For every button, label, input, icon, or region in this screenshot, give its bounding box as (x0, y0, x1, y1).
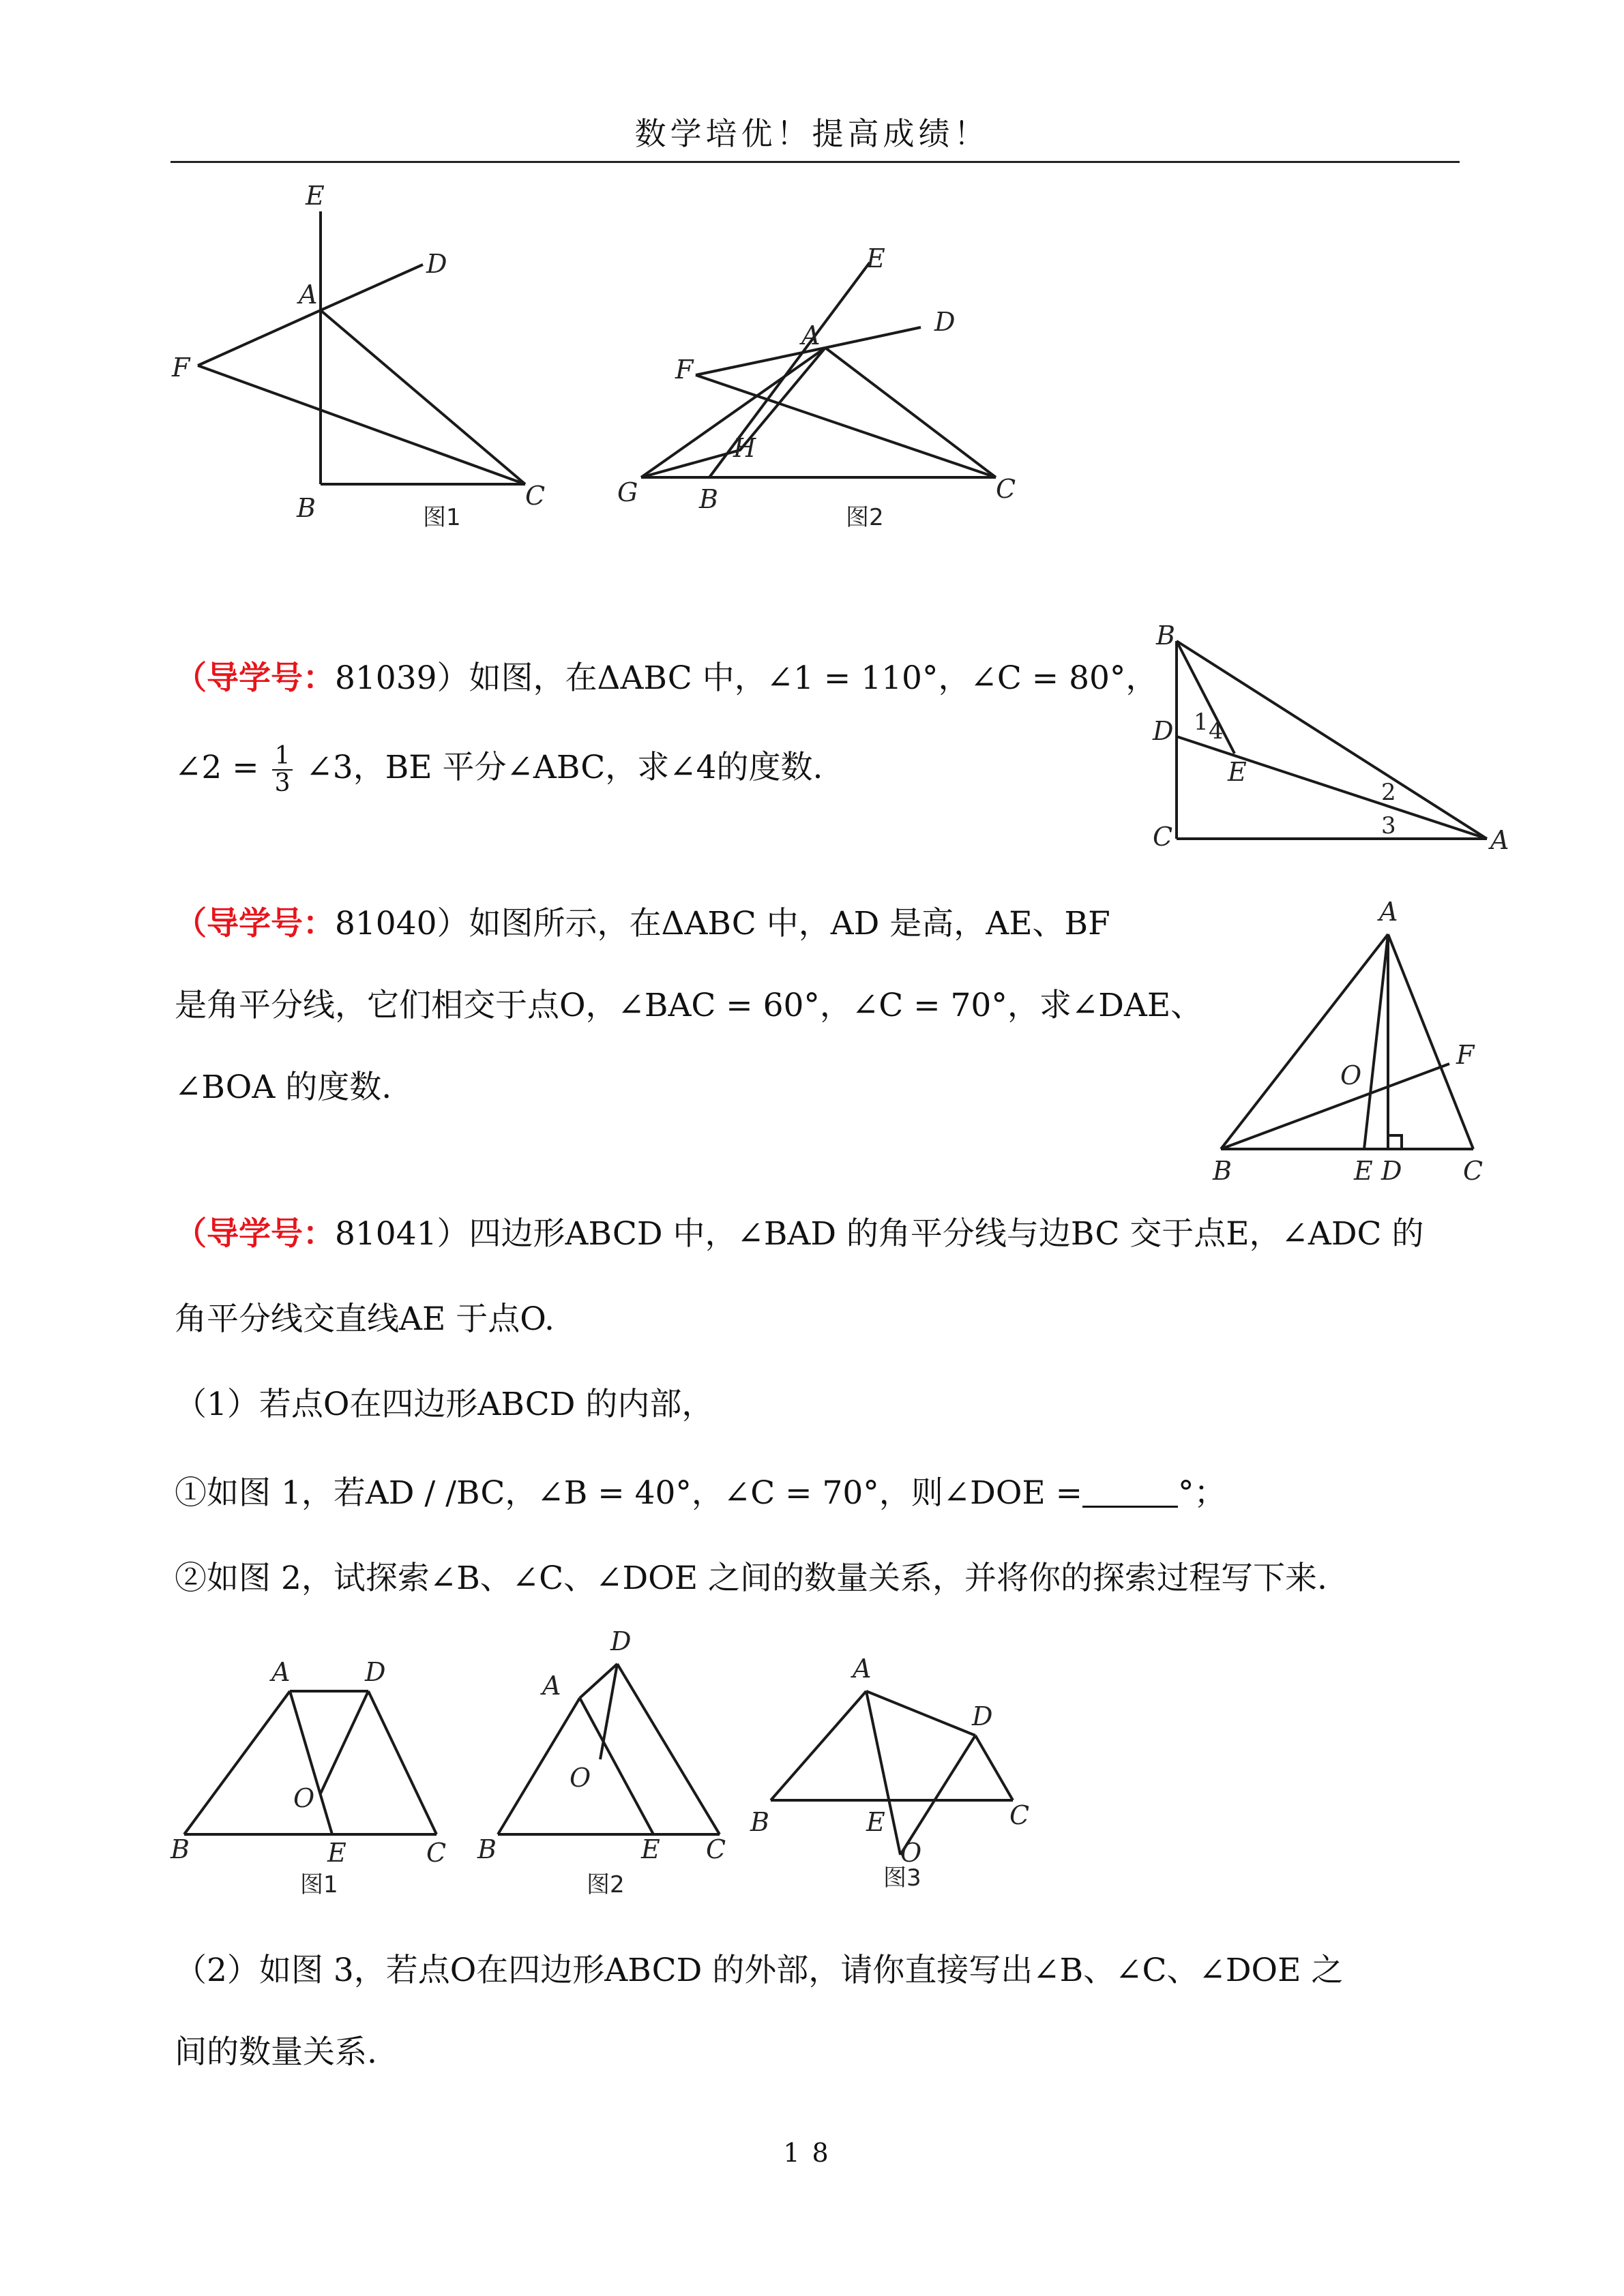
problem-81041-line2: 角平分线交直线AE 于点O. (175, 1300, 555, 1338)
svg-text:A: A (299, 280, 318, 310)
figure-81041-3-caption: 图3 (883, 1864, 921, 1892)
problem-81040-line2: 是角平分线，它们相交于点O，∠BAC = 60°，∠C = 70°，求∠DAE、 (175, 987, 1203, 1024)
svg-text:2: 2 (1381, 779, 1396, 806)
figure-81041-1 (171, 1650, 484, 1923)
svg-text:F: F (172, 353, 190, 383)
svg-text:F: F (1456, 1040, 1475, 1070)
problem-81039-line2: ∠2 = $\frac{1}{3}$ ∠3，BE 平分∠ABC，求∠4的度数. (175, 742, 823, 797)
svg-text:B: B (477, 1834, 497, 1864)
figure-81040 (1200, 897, 1501, 1207)
problem-81041-sub2: ②如图 2，试探索∠B、∠C、∠DOE 之间的数量关系，并将你的探索过程写下来. (175, 1560, 1327, 1597)
svg-text:4: 4 (1209, 717, 1224, 745)
svg-text:A: A (542, 1671, 561, 1701)
svg-text:A: A (1490, 825, 1509, 855)
svg-text:C: C (525, 481, 546, 511)
svg-text:O: O (900, 1838, 922, 1868)
svg-text:O: O (293, 1783, 315, 1813)
svg-text:B: B (1156, 621, 1175, 651)
svg-text:C: C (996, 474, 1016, 504)
figure-81039 (1146, 621, 1528, 866)
page-number: 18 (783, 2138, 841, 2168)
figure-81041-3 (750, 1650, 1050, 1909)
svg-text:E: E (1228, 757, 1247, 787)
svg-text:D: D (1153, 716, 1174, 746)
svg-text:E: E (306, 181, 325, 211)
svg-text:G: G (617, 477, 638, 507)
svg-text:B: B (1213, 1156, 1232, 1186)
svg-text:A: A (271, 1657, 291, 1687)
top-figure-1-caption: 图1 (423, 504, 461, 531)
problem-81041-part2-line1: （2）如图 3，若点O在四边形ABCD 的外部，请你直接写出∠B、∠C、∠DOE 之 (175, 1952, 1344, 1989)
svg-text:C: C (1009, 1800, 1030, 1830)
svg-text:E: E (1354, 1156, 1373, 1186)
svg-text:O: O (1340, 1060, 1362, 1090)
problem-81039-line1: （导学号：81039）如图，在ΔABC 中，∠1 = 110°，∠C = 80°， (175, 659, 1158, 697)
svg-text:O: O (570, 1763, 591, 1793)
figure-81041-1-caption: 图1 (300, 1871, 338, 1898)
fraction-one-third: $\frac{1}{3}$ (272, 743, 293, 796)
problem-81040-line1: （导学号：81040）如图所示，在ΔABC 中，AD 是高，AE、BF (175, 905, 1110, 942)
svg-text:E: E (641, 1834, 660, 1864)
top-figure-2 (607, 239, 1084, 593)
svg-text:D: D (934, 307, 956, 337)
svg-text:E: E (866, 1807, 885, 1837)
svg-text:3: 3 (1381, 812, 1396, 839)
problem-81040-line3: ∠BOA 的度数. (175, 1069, 392, 1106)
svg-text:E: E (327, 1838, 346, 1868)
problem-number: 81041 (335, 1215, 437, 1253)
problem-81041-part1: （1）若点O在四边形ABCD 的内部， (175, 1386, 714, 1423)
problem-81041-part2-line2: 间的数量关系. (175, 2033, 377, 2071)
problem-number: 81039 (335, 659, 437, 697)
svg-text:A: A (1379, 897, 1398, 927)
svg-text:H: H (733, 433, 756, 463)
problem-81041-line1: （导学号：81041）四边形ABCD 中，∠BAD 的角平分线与边BC 交于点E，∠ADC 的 (175, 1215, 1424, 1253)
svg-text:D: D (426, 249, 447, 279)
svg-text:1: 1 (1194, 709, 1209, 736)
answer-blank (1082, 1478, 1178, 1508)
svg-text:A: A (801, 320, 821, 351)
problem-number: 81040 (335, 905, 437, 942)
svg-text:A: A (853, 1654, 872, 1684)
svg-text:C: C (706, 1834, 726, 1864)
svg-text:B: B (699, 484, 718, 514)
header-divider (171, 161, 1460, 163)
svg-text:D: D (610, 1626, 632, 1656)
svg-text:C: C (1153, 822, 1173, 852)
svg-text:B: B (171, 1834, 190, 1864)
figure-81041-2 (477, 1623, 764, 1923)
svg-text:D: D (365, 1657, 386, 1687)
svg-text:C: C (1463, 1156, 1483, 1186)
top-figure-1 (157, 181, 566, 539)
svg-text:B: B (750, 1807, 769, 1837)
problem-81041-sub1: ①如图 1，若AD / /BC，∠B = 40°，∠C = 70°，则∠DOE = °； (175, 1474, 1226, 1512)
svg-text:C: C (426, 1838, 447, 1868)
page-header: 数学培优！提高成绩！ (634, 115, 990, 152)
svg-text:D: D (972, 1701, 993, 1731)
svg-text:D: D (1381, 1156, 1402, 1186)
svg-text:F: F (675, 355, 694, 385)
figure-81041-2-caption: 图2 (587, 1871, 625, 1898)
top-figure-2-caption: 图2 (846, 504, 884, 531)
svg-text:B: B (297, 493, 316, 523)
svg-text:E: E (866, 243, 885, 273)
